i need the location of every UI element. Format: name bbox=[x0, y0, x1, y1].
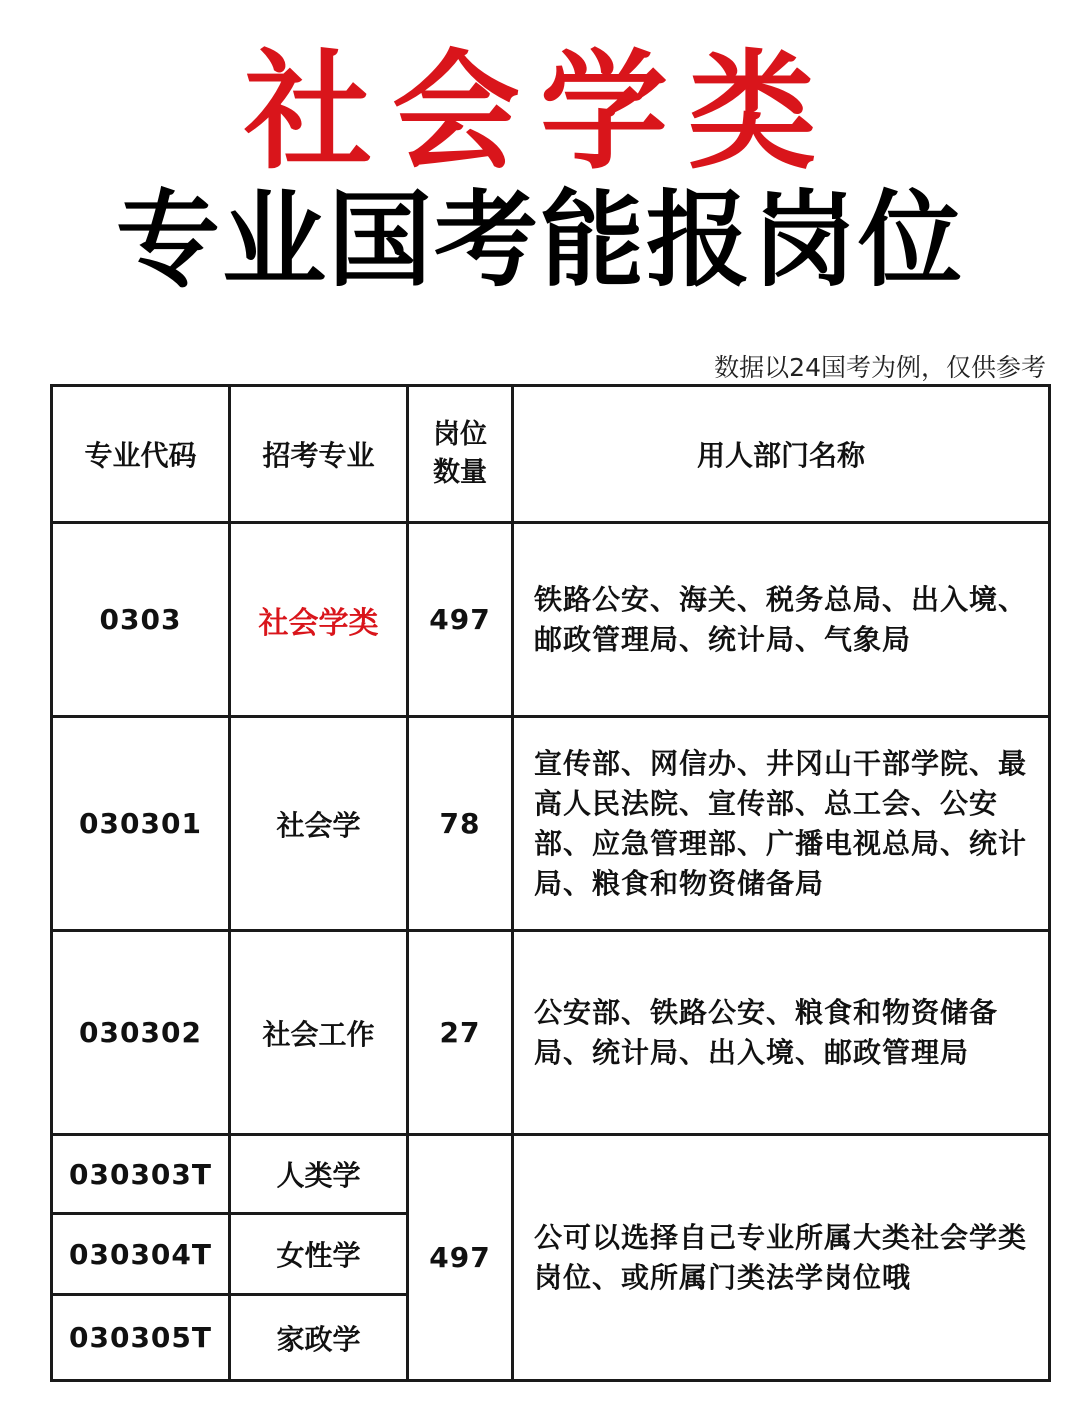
table-row bbox=[52, 1135, 1050, 1214]
header-code: 专业代码 bbox=[52, 386, 230, 523]
major-name: 家政学 bbox=[230, 1295, 408, 1381]
major-name: 女性学 bbox=[230, 1214, 408, 1295]
header-dept: 用人部门名称 bbox=[513, 386, 1050, 523]
position-count: 497 bbox=[408, 1135, 513, 1381]
major-name: 社会学类 bbox=[230, 523, 408, 717]
department-names: 宣传部、网信办、井冈山干部学院、最高人民法院、宣传部、总工会、公安部、应急管理部、广播电视总局、统计局、粮食和物资储备局 bbox=[513, 717, 1050, 931]
major-code: 030302 bbox=[52, 931, 230, 1135]
header-major: 招考专业 bbox=[230, 386, 408, 523]
major-name: 社会学 bbox=[230, 717, 408, 931]
title-main: 社会学类 bbox=[243, 38, 836, 187]
department-names: 铁路公安、海关、税务总局、出入境、邮政管理局、统计局、气象局 bbox=[513, 523, 1050, 717]
position-count: 78 bbox=[408, 717, 513, 931]
header-count bbox=[408, 386, 513, 523]
major-name: 社会工作 bbox=[230, 931, 408, 1135]
department-names: 公安部、铁路公安、粮食和物资储备局、统计局、出入境、邮政管理局 bbox=[513, 931, 1050, 1135]
title-sub: 专业国考能报岗位 bbox=[115, 179, 964, 301]
major-code: 0303 bbox=[52, 523, 230, 717]
table-header-row bbox=[52, 386, 1050, 523]
position-count: 497 bbox=[408, 523, 513, 717]
department-names: 公可以选择自己专业所属大类社会学类岗位、或所属门类法学岗位哦 bbox=[513, 1135, 1050, 1381]
table-row bbox=[52, 717, 1050, 931]
table-row bbox=[52, 523, 1050, 717]
major-code: 030304T bbox=[52, 1214, 230, 1295]
data-note: 数据以24国考为例，仅供参考 bbox=[714, 353, 1046, 382]
table-row bbox=[52, 931, 1050, 1135]
major-code: 030301 bbox=[52, 717, 230, 931]
position-count: 27 bbox=[408, 931, 513, 1135]
major-code: 030305T bbox=[52, 1295, 230, 1381]
positions-table bbox=[50, 384, 1051, 1382]
major-name: 人类学 bbox=[230, 1135, 408, 1214]
major-code: 030303T bbox=[52, 1135, 230, 1214]
header-count-text: 岗位数量 bbox=[433, 419, 487, 488]
